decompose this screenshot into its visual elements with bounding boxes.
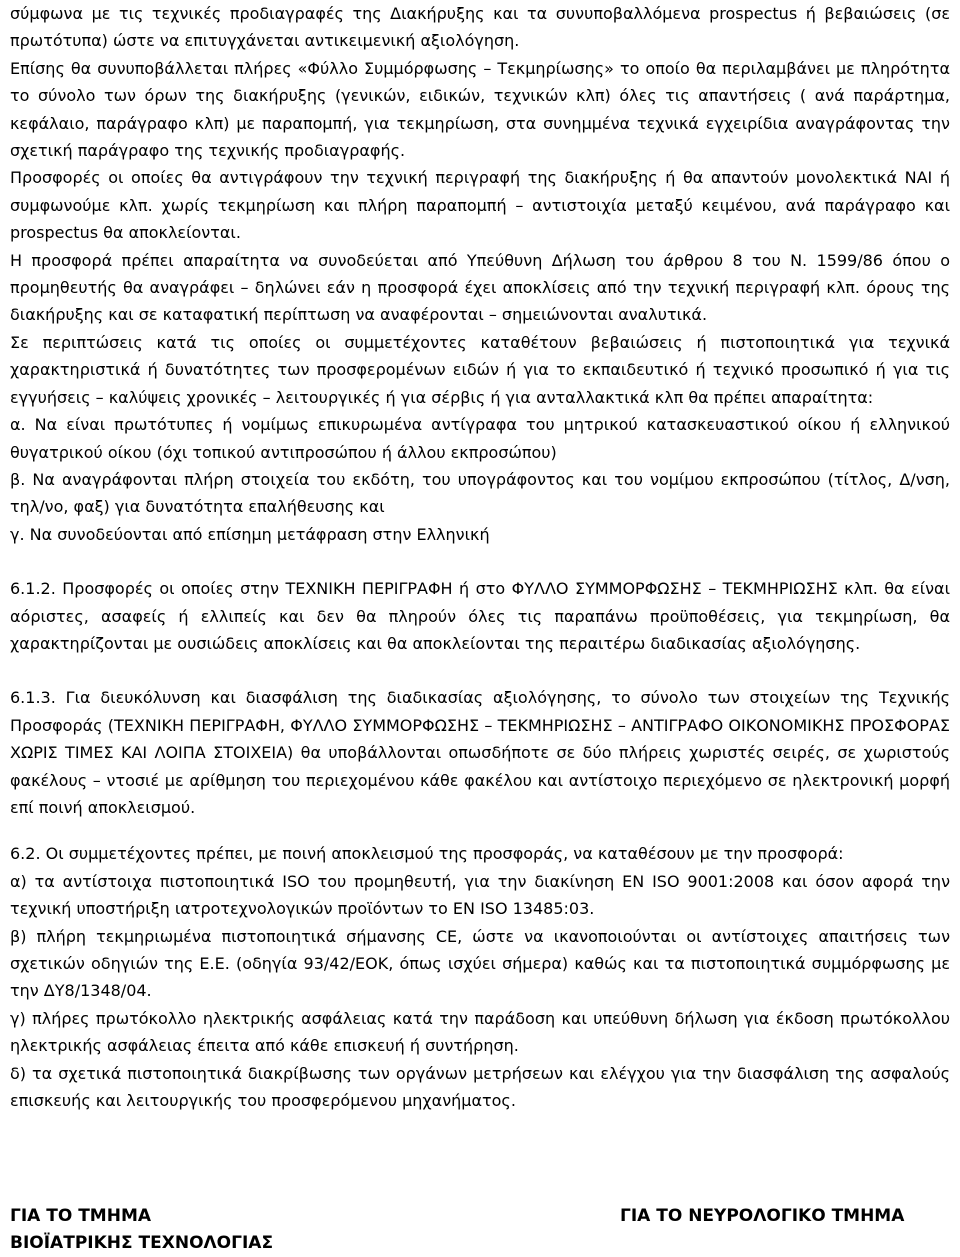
paragraph-certificates: Σε περιπτώσεις κατά τις οποίες οι συμμετέχοντες καταθέτουν βεβαιώσεις ή πιστοποιητικά για τεχνικά χαρακτηριστικά ή δυνατότητες των προσφερομένων ειδών ή για το εκπαιδευτικό ή τεχνικό προσωπικό ή για τις εγγυήσεις – καλύψεις χρονικές – λειτουργικές ή για σέρβις ή για ανταλλακτικά κλπ θα πρέπει απαραίτητα: <box>10 332 950 407</box>
section-6-1-3: 6.1.3. Για διευκόλυνση και διασφάλιση της διαδικασίας αξιολόγησης, το σύνολο των στοιχείων της Τεχνικής Προσφοράς (ΤΕΧΝΙΚΗ ΠΕΡΙΓΡΑΦΗ, ΦΥΛΛΟ ΣΥΜΜΟΡΦΩΣΗΣ – ΤΕΚΜΗΡΙΩΣΗΣ – ΑΝΤΙΓΡΑΦΟ ΟΙΚΟΝΟΜΙΚΗΣ ΠΡΟΣΦΟΡΑΣ ΧΩΡΙΣ ΤΙΜΕΣ ΚΑΙ ΛΟΙΠΑ ΣΤΟΙΧΕΙΑ) θα υποβάλλονται οπωσδήποτε σε δύο πλήρεις χωριστές σειρές, σε χωριστούς φακέλους – ντοσιέ με αρίθμηση του περιεχομένου κάθε φακέλου και αντίστοιχο περιεχόμενο σε ηλεκτρονική μορφή επί ποινή αποκλεισμού. <box>10 688 950 817</box>
section-6-2-item-a: α) τα αντίστοιχα πιστοποιητικά ISO του προμηθευτή, για την διακίνηση ΕΝ ISO 9001:2008 και όσον αφορά την τεχνική υποστήριξη ιατροτεχνολογικών προϊόντων το ΕΝ ISO 13485:03. <box>10 871 950 919</box>
list-item-c: γ. Να συνοδεύονται από επίσημη μετάφραση στην Ελληνική <box>10 524 490 544</box>
signature-right <box>620 1203 950 1257</box>
signature-right-line1: ΓΙΑ ΤΟ ΝΕΥΡΟΛΟΓΙΚΟ ΤΜΗΜΑ <box>620 1206 905 1226</box>
signature-left <box>10 1203 273 1257</box>
section-6-2-item-d: δ) τα σχετικά πιστοποιητικά διακρίβωσης των οργάνων μετρήσεων και ελέγχου για την διασφάλιση της ασφαλούς επισκευής και λειτουργικής του προσφερόμενου μηχανήματος. <box>10 1063 950 1111</box>
list-item-b: β. Να αναγράφονται πλήρη στοιχεία του εκδότη, του υπογράφοντος και του νομίμου εκπροσώπου (τίτλος, Δ/νση, τηλ/νο, φαξ) για δυνατότητα επαλήθευσης και <box>10 469 950 517</box>
list-item-a: α. Να είναι πρωτότυπες ή νομίμως επικυρωμένα αντίγραφα του μητρικού κατασκευαστικού οίκου ή ελληνικού θυγατρικού οίκου (όχι τοπικού αντιπροσώπου ή άλλου εκπροσώπου) <box>10 415 950 462</box>
signature-left-line2: ΒΙΟΪΑΤΡΙΚΗΣ ΤΕΧΝΟΛΟΓΙΑΣ <box>10 1233 274 1253</box>
paragraph-copied-offers: Προσφορές οι οποίες θα αντιγράφουν την τεχνική περιγραφή της διακήρυξης ή θα απαντούν μονολεκτικά ΝΑΙ ή συμφωνούμε κλπ. χωρίς τεκμηρίωση και πλήρη παραπομπή – αντιστοιχία μεταξύ κειμένου, ανά παράγραφο και prospectus θα αποκλείονται. <box>10 168 950 243</box>
paragraph-solemn-declaration: Η προσφορά πρέπει απαραίτητα να συνοδεύεται από Υπεύθυνη Δήλωση του άρθρου 8 του Ν. 1599/86 όπου ο προμηθευτής θα αναγράφει – δηλώνει εάν η προσφορά έχει αποκλίσεις από την τεχνική περιγραφή κλπ. όρους της διακήρυξης και σε καταφατική περίπτωση να αναφέρονται – σημειώνονται αναλυτικά. <box>10 250 950 325</box>
section-6-2: 6.2. Οι συμμετέχοντες πρέπει, με ποινή αποκλεισμού της προσφοράς, να καταθέσουν με την προσφορά: <box>10 844 844 864</box>
paragraph-continuation: σύμφωνα με τις τεχνικές προδιαγραφές της Διακήρυξης και τα συνυποβαλλόμενα prospectus ή βεβαιώσεις (σε πρωτότυπα) ώστε να επιτυγχάνεται αντικειμενική αξιολόγηση. <box>10 4 950 51</box>
signature-left-line1: ΓΙΑ ΤΟ ΤΜΗΜΑ <box>10 1206 152 1226</box>
section-6-2-item-c: γ) πλήρες πρωτόκολλο ηλεκτρικής ασφάλειας κατά την παράδοση και υπεύθυνη δήλωση για έκδοση πρωτόκολλου ηλεκτρικής ασφάλειας έπειτα από κάθε επισκευή ή συντήρηση. <box>10 1008 950 1056</box>
section-6-2-item-b: β) πλήρη τεκμηριωμένα πιστοποιητικά σήμανσης CE, ώστε να ικανοποιούνται οι αντίστοιχες απαιτήσεις των σχετικών οδηγιών της Ε.Ε. (οδηγία 93/42/ΕΟΚ, όπως ισχύει σήμερα) καθώς και τα πιστοποιητικά συμμόρφωσης με την ΔΥ8/1348/04. <box>10 926 950 1001</box>
section-6-1-2: 6.1.2. Προσφορές οι οποίες στην ΤΕΧΝΙΚΗ ΠΕΡΙΓΡΑΦΗ ή στο ΦΥΛΛΟ ΣΥΜΜΟΡΦΩΣΗΣ – ΤΕΚΜΗΡΙΩΣΗΣ κλπ. θα είναι αόριστες, ασαφείς ή ελλιπείς και δεν θα πληρούν όλες τις παραπάνω προϋποθέσεις, για τεκμηρίωση, θα χαρακτηρίζονται με ουσιώδεις αποκλίσεις και θα αποκλείονται της περαιτέρω διαδικασίας αξιολόγησης. <box>10 579 950 653</box>
signature-block <box>10 1203 950 1257</box>
paragraph-compliance-sheet: Επίσης θα συνυποβάλλεται πλήρες «Φύλλο Συμμόρφωσης – Τεκμηρίωσης» το οποίο θα περιλαμβάνει με πληρότητα το σύνολο των όρων της διακήρυξης (γενικών, ειδικών, τεχνικών κλπ) όλες τις απαντήσεις ( ανά παράρτημα, κεφάλαιο, παράγραφο κλπ) με παραπομπή, για τεκμηρίωση, στα συνημμένα τεχνικά εγχειρίδια αναγράφοντας την σχετική παράγραφο της τεχνικής προδιαγραφής. <box>10 58 950 161</box>
